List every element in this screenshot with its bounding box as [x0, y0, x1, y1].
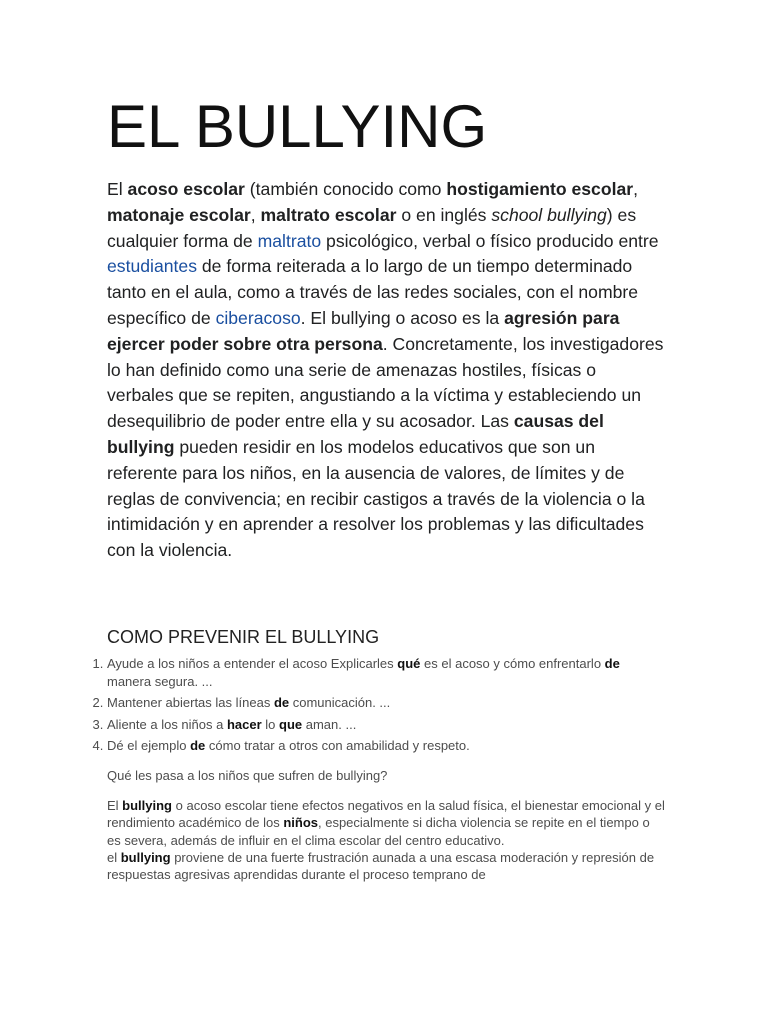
intro-text: pueden residir en los modelos educativos que son un referente para los niños, en la ausencia de valores, de límites y de reglas de convivencia; en recibir castigos a través de la violencia o la intimidación y en aprender a resolver los problemas y las dificultades con la violencia.	[107, 436, 645, 561]
term-causas-bullying: causas del bullying	[107, 411, 604, 457]
list-item	[107, 694, 647, 712]
tip-emphasis: hacer	[226, 716, 262, 732]
effects-emphasis: bullying	[122, 798, 173, 813]
intro-text: ,	[250, 204, 261, 225]
page-title: EL BULLYING	[107, 93, 488, 160]
tip-text: manera segura. ...	[107, 673, 213, 689]
tip-emphasis: de	[604, 656, 620, 671]
tip-text: aman. ...	[302, 716, 357, 732]
tip-text: lo	[261, 716, 280, 732]
effects-emphasis: niños	[283, 815, 318, 831]
intro-text: psicológico, verbal o físico producido entre	[321, 230, 659, 251]
effects-emphasis: bullying	[120, 849, 171, 865]
intro-paragraph	[107, 177, 667, 564]
tip-emphasis: de	[190, 738, 206, 753]
tip-emphasis: de	[273, 695, 290, 710]
effects-text: proviene de una fuerte frustración aunada a una escasa moderación y represión de respuestas agresivas aprendidas durante el proceso temprano de	[107, 849, 655, 883]
effects-text: El	[107, 798, 123, 813]
term-hostigamiento-escolar: hostigamiento escolar	[446, 179, 634, 199]
tip-text: es el acoso y cómo enfrentarlo	[420, 656, 605, 671]
term-acoso-escolar: acoso escolar	[127, 179, 245, 199]
intro-text: . Concretamente, los investigadores lo han definido como una serie de amenazas hostiles, físicas o verbales que se repiten, angustiando a la víctima y estableciendo un desequilibrio de poder entre ella y su acosador. Las	[107, 333, 664, 432]
intro-text: de forma reiterada a lo largo de un tiempo determinado tanto en el aula, como a través de las redes sociales, con el nombre específico de	[107, 256, 639, 328]
term-matonaje-escolar: matonaje escolar	[107, 204, 251, 225]
term-maltrato-escolar: maltrato escolar	[260, 204, 397, 225]
tip-text: Mantener abiertas las líneas	[107, 695, 274, 710]
intro-text: . El bullying o acoso es la	[300, 307, 505, 328]
list-item	[107, 737, 647, 755]
link-maltrato[interactable]: maltrato	[257, 230, 322, 251]
prevention-tips-list	[64, 655, 647, 759]
tip-text: cómo tratar a otros con amabilidad y respeto.	[205, 738, 470, 753]
term-agresion-poder: agresión para ejercer poder sobre otra persona	[107, 307, 620, 354]
intro-text: El	[107, 179, 128, 199]
effects-text: , especialmente si dicha violencia se repite en el tiempo o es severa, además de influir en el clima escolar del centro educativo.	[107, 815, 650, 848]
tip-emphasis: que	[279, 716, 303, 732]
tip-text: Ayude a los niños a entender el acoso Explicarles	[107, 656, 398, 671]
intro-text: ,	[633, 179, 638, 199]
intro-text: (también conocido como	[244, 179, 447, 199]
list-item	[107, 655, 647, 690]
tip-text: comunicación. ...	[289, 695, 391, 710]
effects-text: el	[107, 849, 121, 865]
intro-text: o en inglés	[396, 204, 492, 225]
effects-paragraph	[107, 797, 667, 883]
intro-text: ) es cualquier forma de	[107, 204, 637, 251]
term-school-bullying: school bullying	[491, 204, 607, 225]
tip-text: Aliente a los niños a	[107, 716, 227, 732]
tip-emphasis: qué	[397, 656, 421, 671]
link-estudiantes[interactable]: estudiantes	[107, 256, 197, 277]
effects-text: o acoso escolar tiene efectos negativos en la salud física, el bienestar emocional y el rendimiento académico de los	[107, 798, 665, 831]
question-line: Qué les pasa a los niños que sufren de bullying?	[107, 768, 388, 783]
list-item	[107, 716, 647, 734]
section-heading: COMO PREVENIR EL BULLYING	[107, 627, 380, 647]
tip-text: Dé el ejemplo	[107, 738, 191, 753]
link-ciberacoso[interactable]: ciberacoso	[215, 307, 301, 328]
